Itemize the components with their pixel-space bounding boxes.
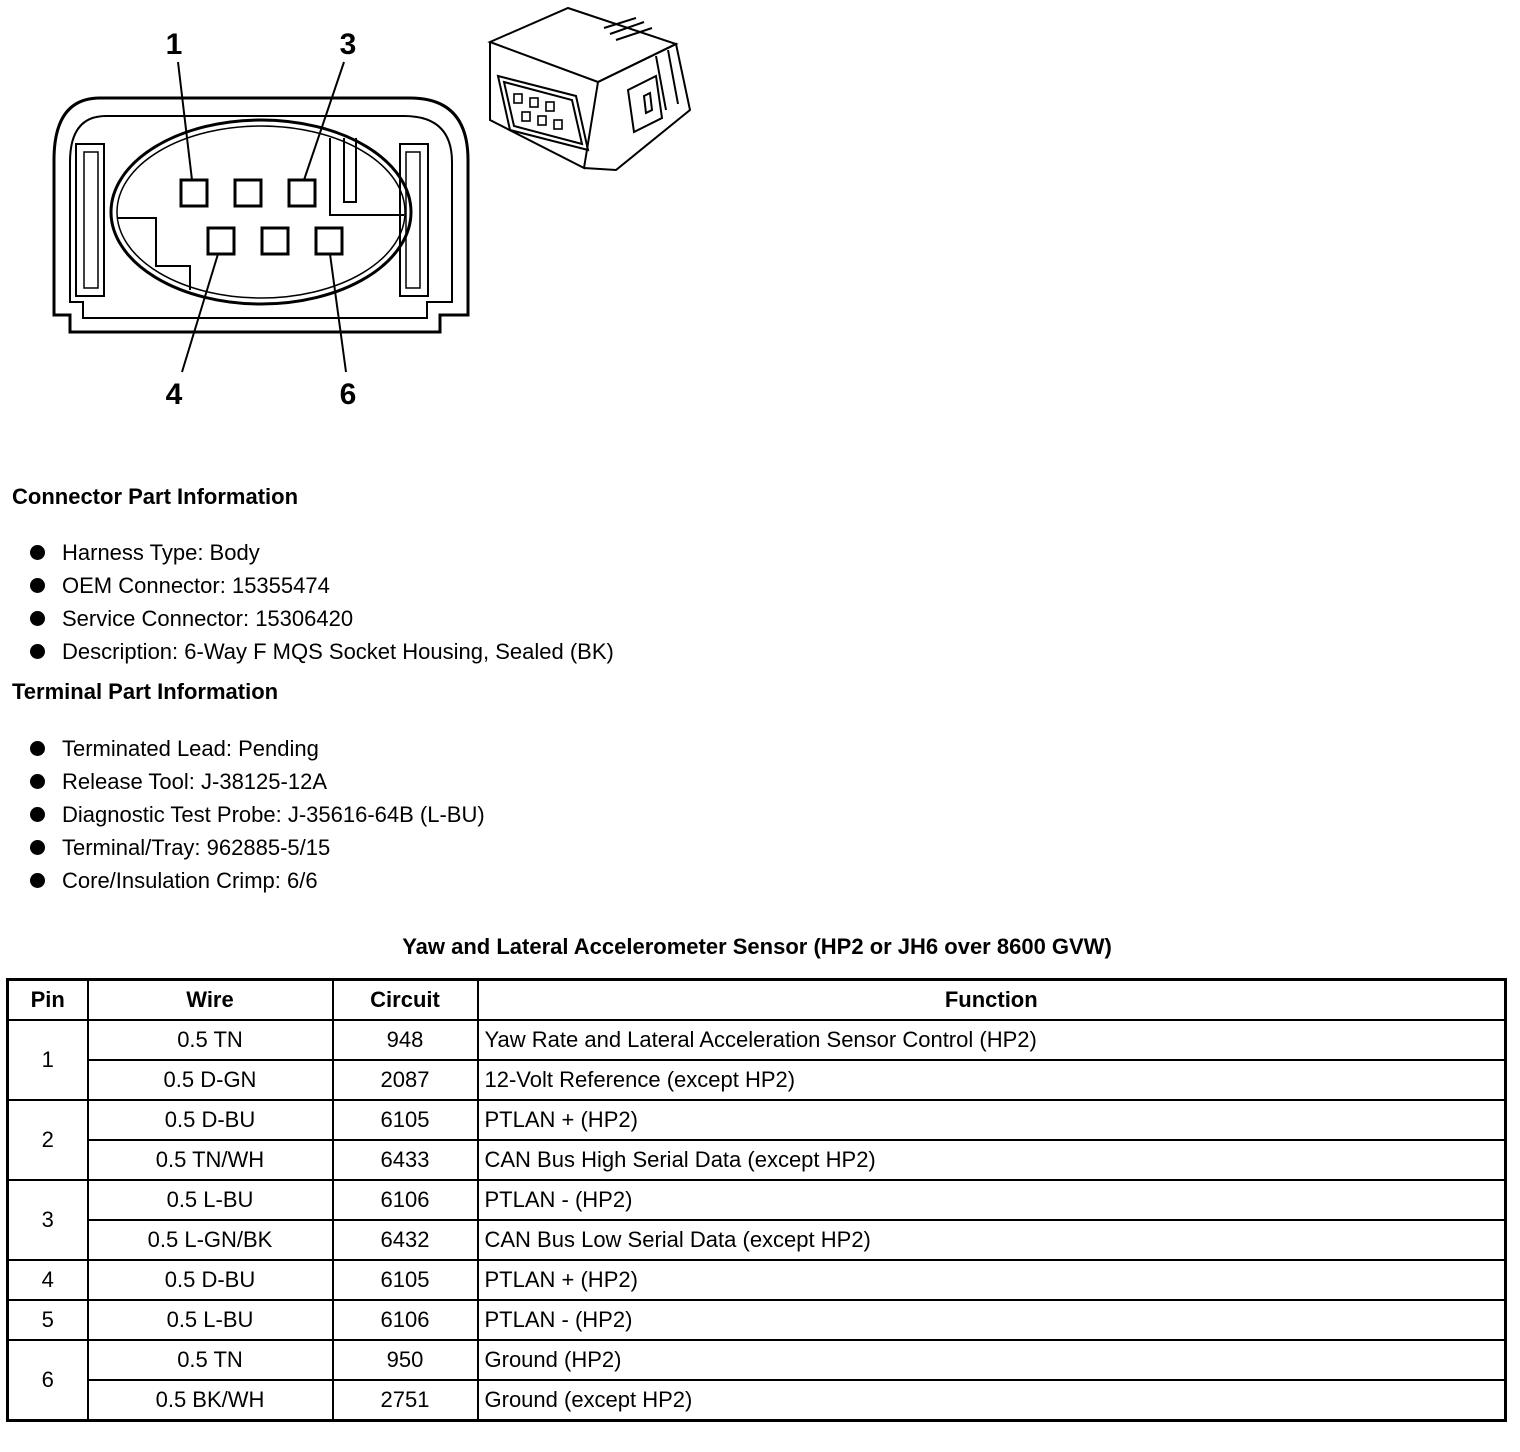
cell-wire: 0.5 D-GN xyxy=(88,1060,333,1100)
list-item-text: Service Connector: 15306420 xyxy=(62,606,354,631)
table-row xyxy=(8,1060,1506,1100)
iso-pin-2 xyxy=(530,98,538,107)
cell-wire: 0.5 L-BU xyxy=(88,1180,333,1220)
table-row xyxy=(8,1300,1506,1340)
cell-wire: 0.5 L-GN/BK xyxy=(88,1220,333,1260)
list-item xyxy=(30,732,485,765)
cell-function: Yaw Rate and Lateral Acceleration Sensor Control (HP2) xyxy=(478,1020,1506,1060)
list-item xyxy=(30,602,614,635)
cell-pin: 3 xyxy=(8,1180,88,1260)
table-row xyxy=(8,1380,1506,1421)
header-wire: Wire xyxy=(88,980,333,1021)
list-item-text: OEM Connector: 15355474 xyxy=(62,573,330,598)
list-item xyxy=(30,831,485,864)
callout-pin-1: 1 xyxy=(165,28,183,61)
connector-info-list xyxy=(30,536,614,668)
connector-oval-inner xyxy=(117,126,405,298)
list-item-text: Release Tool: J-38125-12A xyxy=(62,769,327,794)
cell-circuit: 948 xyxy=(333,1020,478,1060)
key-right-slot xyxy=(344,138,356,202)
bullet-icon xyxy=(30,644,45,659)
bullet-icon xyxy=(30,840,45,855)
bullet-icon xyxy=(30,873,45,888)
cell-function: 12-Volt Reference (except HP2) xyxy=(478,1060,1506,1100)
header-circuit: Circuit xyxy=(333,980,478,1021)
leader-pin-4 xyxy=(182,254,218,372)
table-row xyxy=(8,1140,1506,1180)
cell-circuit: 6105 xyxy=(333,1260,478,1300)
list-item xyxy=(30,864,485,897)
list-item xyxy=(30,536,614,569)
list-item xyxy=(30,798,485,831)
cell-circuit: 6105 xyxy=(333,1100,478,1140)
iso-body-side xyxy=(584,44,690,170)
cell-function: PTLAN - (HP2) xyxy=(478,1300,1506,1340)
cell-wire: 0.5 TN xyxy=(88,1020,333,1060)
table-row xyxy=(8,1340,1506,1380)
header-function: Function xyxy=(478,980,1506,1021)
cell-wire: 0.5 TN/WH xyxy=(88,1140,333,1180)
iso-face-inner xyxy=(504,82,582,144)
table-row xyxy=(8,1220,1506,1260)
cell-circuit: 2087 xyxy=(333,1060,478,1100)
pin-cavity-2 xyxy=(235,180,261,206)
callout-pin-6: 6 xyxy=(339,378,357,411)
connector-isometric-illustration xyxy=(480,0,710,180)
connector-oval xyxy=(111,120,411,304)
cell-pin: 1 xyxy=(8,1020,88,1100)
cell-wire: 0.5 TN xyxy=(88,1340,333,1380)
bullet-icon xyxy=(30,807,45,822)
cell-function: CAN Bus High Serial Data (except HP2) xyxy=(478,1140,1506,1180)
cell-circuit: 6106 xyxy=(333,1180,478,1220)
cell-function: Ground (except HP2) xyxy=(478,1380,1506,1421)
list-item-text: Harness Type: Body xyxy=(62,540,260,565)
pinout-table xyxy=(6,978,1507,1422)
cell-pin: 2 xyxy=(8,1100,88,1180)
connector-info-heading: Connector Part Information xyxy=(12,484,299,509)
cell-wire: 0.5 BK/WH xyxy=(88,1380,333,1421)
cell-pin: 4 xyxy=(8,1260,88,1300)
right-latch-inner xyxy=(406,152,420,288)
callout-pin-3: 3 xyxy=(339,28,357,61)
bullet-icon xyxy=(30,741,45,756)
bullet-icon xyxy=(30,774,45,789)
bullet-icon xyxy=(30,545,45,560)
left-latch-inner xyxy=(84,152,98,288)
cell-circuit: 2751 xyxy=(333,1380,478,1421)
cell-pin: 6 xyxy=(8,1340,88,1421)
cell-wire: 0.5 L-BU xyxy=(88,1300,333,1340)
pin-cavity-4 xyxy=(208,228,234,254)
cell-function: CAN Bus Low Serial Data (except HP2) xyxy=(478,1220,1506,1260)
list-item-text: Terminated Lead: Pending xyxy=(62,736,319,761)
header-pin: Pin xyxy=(8,980,88,1021)
cell-wire: 0.5 D-BU xyxy=(88,1260,333,1300)
cell-function: PTLAN + (HP2) xyxy=(478,1100,1506,1140)
iso-pin-6 xyxy=(554,120,562,129)
terminal-info-heading: Terminal Part Information xyxy=(12,679,279,704)
connector-face-diagram xyxy=(40,20,480,420)
terminal-info-list xyxy=(30,732,485,897)
iso-pin-4 xyxy=(522,112,530,121)
list-item-text: Diagnostic Test Probe: J-35616-64B (L-BU) xyxy=(62,802,485,827)
pin-cavity-5 xyxy=(262,228,288,254)
table-row xyxy=(8,1020,1506,1060)
table-header-row xyxy=(8,980,1506,1021)
cell-wire: 0.5 D-BU xyxy=(88,1100,333,1140)
table-title: Yaw and Lateral Accelerometer Sensor (HP2 or JH6 over 8600 GVW) xyxy=(402,934,1112,959)
iso-pin-5 xyxy=(538,116,546,125)
bullet-icon xyxy=(30,611,45,626)
iso-pin-3 xyxy=(546,102,554,111)
list-item-text: Description: 6-Way F MQS Socket Housing, Sealed (BK) xyxy=(62,639,614,664)
list-item-text: Core/Insulation Crimp: 6/6 xyxy=(62,868,318,893)
iso-body-top xyxy=(490,8,676,82)
table-row xyxy=(8,1180,1506,1220)
pin-cavity-1 xyxy=(181,180,207,206)
pin-cavity-6 xyxy=(316,228,342,254)
cell-function: Ground (HP2) xyxy=(478,1340,1506,1380)
list-item xyxy=(30,569,614,602)
list-item xyxy=(30,635,614,668)
cell-circuit: 6432 xyxy=(333,1220,478,1260)
callout-pin-4: 4 xyxy=(165,378,183,411)
leader-pin-6 xyxy=(330,254,346,372)
iso-pin-1 xyxy=(514,94,522,103)
cell-circuit: 6106 xyxy=(333,1300,478,1340)
cell-function: PTLAN + (HP2) xyxy=(478,1260,1506,1300)
list-item-text: Terminal/Tray: 962885-5/15 xyxy=(62,835,331,860)
left-latch xyxy=(76,144,104,296)
bullet-icon xyxy=(30,578,45,593)
leader-pin-3 xyxy=(304,62,344,180)
cell-circuit: 6433 xyxy=(333,1140,478,1180)
cell-circuit: 950 xyxy=(333,1340,478,1380)
cell-function: PTLAN - (HP2) xyxy=(478,1180,1506,1220)
table-row xyxy=(8,1260,1506,1300)
cell-pin: 5 xyxy=(8,1300,88,1340)
list-item xyxy=(30,765,485,798)
table-row xyxy=(8,1100,1506,1140)
leader-pin-1 xyxy=(178,62,192,180)
pin-cavity-3 xyxy=(289,180,315,206)
